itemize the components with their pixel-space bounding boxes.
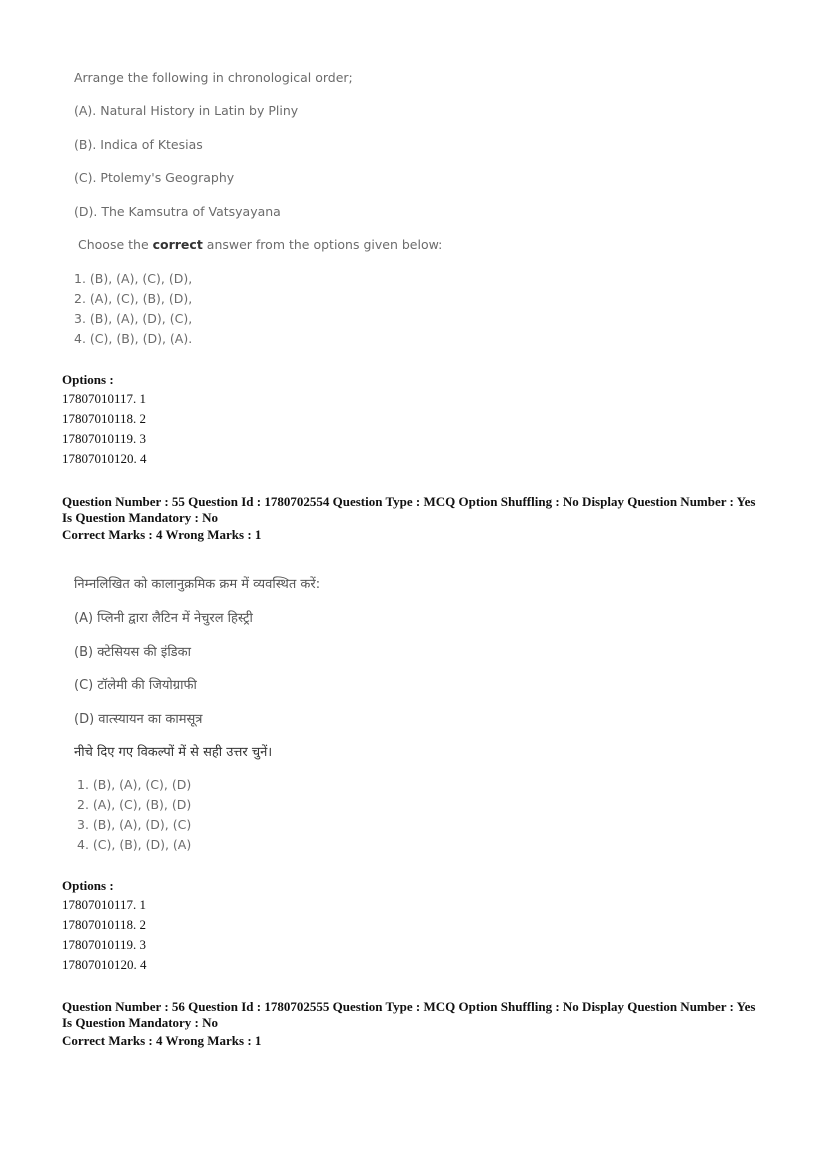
question-item: (C). Ptolemy's Geography <box>74 170 235 185</box>
answer-choice: 4. (C), (B), (D), (A). <box>74 331 193 346</box>
question-meta: Question Number : 56 Question Id : 1780702555 Question Type : MCQ Option Shuffling : No Display Question Number : Yes <box>62 999 756 1014</box>
answer-choice: 1. (B), (A), (C), (D) <box>77 777 192 792</box>
option-id: 17807010118. 2 <box>62 411 147 426</box>
question-prompt: निम्नलिखित को कालानुक्रमिक क्रम में व्यवस्थित करें: <box>74 577 321 592</box>
question-prompt: Arrange the following in chronological order; <box>74 70 353 85</box>
option-id: 17807010117. 1 <box>62 897 147 912</box>
choose-instruction: नीचे दिए गए विकल्पों में से सही उत्तर चुनें। <box>74 745 273 760</box>
question-marks: Correct Marks : 4 Wrong Marks : 1 <box>62 1033 262 1048</box>
answer-choice: 3. (B), (A), (D), (C) <box>77 817 192 832</box>
option-id: 17807010120. 4 <box>62 957 147 972</box>
question-mandatory: Is Question Mandatory : No <box>62 510 219 525</box>
answer-choice: 2. (A), (C), (B), (D), <box>74 291 193 306</box>
choose-instruction: Choose the correct answer from the options given below: <box>78 237 443 252</box>
answer-choice: 2. (A), (C), (B), (D) <box>77 797 192 812</box>
option-id: 17807010117. 1 <box>62 391 147 406</box>
answer-choice: 1. (B), (A), (C), (D), <box>74 271 193 286</box>
question-mandatory: Is Question Mandatory : No <box>62 1015 219 1030</box>
option-id: 17807010119. 3 <box>62 431 147 446</box>
question-item: (B). Indica of Ktesias <box>74 137 203 152</box>
question-item: (A) प्लिनी द्वारा लैटिन में नेचुरल हिस्ट्री <box>74 611 253 626</box>
option-id: 17807010119. 3 <box>62 937 147 952</box>
option-id: 17807010118. 2 <box>62 917 147 932</box>
answer-choice: 4. (C), (B), (D), (A) <box>77 837 192 852</box>
question-item: (D) वात्स्यायन का कामसूत्र <box>74 712 203 727</box>
question-item: (A). Natural History in Latin by Pliny <box>74 103 299 118</box>
question-meta: Question Number : 55 Question Id : 1780702554 Question Type : MCQ Option Shuffling : No Display Question Number : Yes <box>62 494 756 509</box>
question-item: (C) टॉलेमी की जियोग्राफी <box>74 678 197 693</box>
option-id: 17807010120. 4 <box>62 451 147 466</box>
question-item: (D). The Kamsutra of Vatsyayana <box>74 204 281 219</box>
question-marks: Correct Marks : 4 Wrong Marks : 1 <box>62 527 262 542</box>
options-label: Options : <box>62 878 114 893</box>
answer-choice: 3. (B), (A), (D), (C), <box>74 311 193 326</box>
options-label: Options : <box>62 372 114 387</box>
question-item: (B) क्टेसियस की इंडिका <box>74 645 191 660</box>
